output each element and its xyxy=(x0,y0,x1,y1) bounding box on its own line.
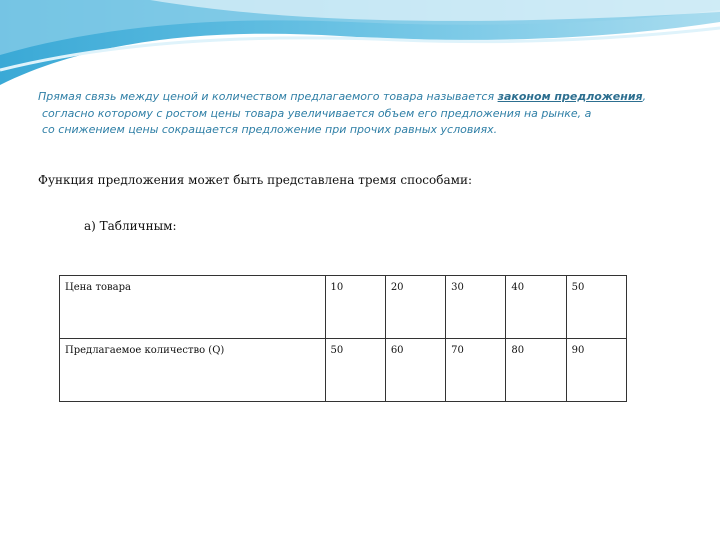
row-header-quantity: Предлагаемое количество (Q) xyxy=(60,339,326,402)
table-cell: 40 xyxy=(506,276,566,339)
paragraph-line-1 xyxy=(38,89,708,106)
table-cell: 50 xyxy=(325,339,385,402)
decorative-header-wave xyxy=(0,0,720,100)
table-cell: 10 xyxy=(325,276,385,339)
supply-function-text: Функция предложения может быть представлена тремя способами: xyxy=(38,173,472,187)
table-row xyxy=(60,276,627,339)
supply-law-paragraph xyxy=(38,89,708,139)
intro-text-comma: , xyxy=(642,90,647,103)
supply-law-term: законом предложения xyxy=(497,90,643,103)
paragraph-line-3: со снижением цены сокращается предложение при прочих равных условиях. xyxy=(42,123,498,136)
row-header-price: Цена товара xyxy=(60,276,326,339)
paragraph-line-2: согласно которому с ростом цены товара увеличивается объем его предложения на рынке, а xyxy=(42,106,592,120)
intro-text-start: Прямая связь между ценой и количеством предлагаемого товара называется xyxy=(38,90,498,103)
table-cell: 50 xyxy=(566,276,626,339)
table-cell: 20 xyxy=(385,276,445,339)
table-cell: 30 xyxy=(446,276,506,339)
table-row xyxy=(60,339,627,402)
table-cell: 90 xyxy=(566,339,626,402)
table-cell: 80 xyxy=(506,339,566,402)
supply-table xyxy=(59,275,627,402)
table-cell: 70 xyxy=(446,339,506,402)
tabular-method-label: а) Табличным: xyxy=(84,219,177,233)
table-cell: 60 xyxy=(385,339,445,402)
